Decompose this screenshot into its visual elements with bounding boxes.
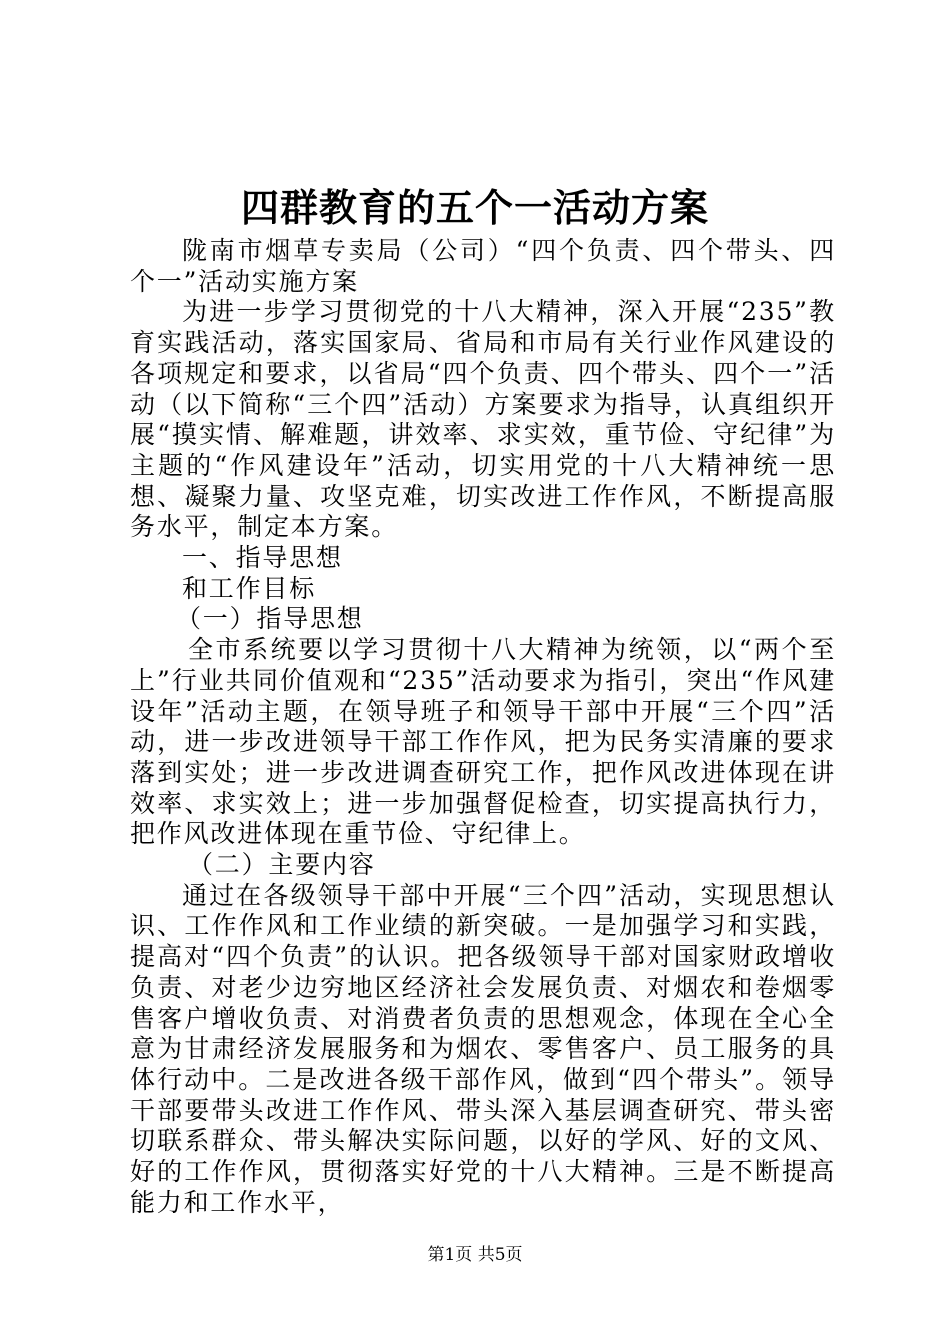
subsection-heading-2: （二）主要内容 <box>188 850 376 880</box>
subsection-heading-1: （一）指导思想 <box>176 604 364 634</box>
document-body <box>130 236 836 1219</box>
section-heading-1-cont: 和工作目标 <box>182 573 317 603</box>
section-heading-1: 一、指导思想 <box>182 543 343 573</box>
document-title: 四群教育的五个一活动方案 <box>240 185 709 230</box>
page-footer: 第1页 共5页 <box>427 1245 523 1265</box>
paragraph-main-content: 通过在各级领导干部中开展“三个四”活动，实现思想认识、工作作风和工作业绩的新突破。一是加强学习和实践，提高对“四个负责”的认识。把各级领导干部对国家财政增收负责、对老少边穷地区经济社会发展负责、对烟农和卷烟零售客户增收负责、对消费者负责的思想观念，体现在全心全意为甘肃经济发展服务和为烟农、零售客户、员工服务的具体行动中。二是改进各级干部作风，做到“四个带头”。领导干部要带头改进工作作风、带头深入基层调查研究、带头密切联系群众、带头解决实际问题，以好的学风、好的文风、好的工作作风，贯彻落实好党的十八大精神。三是不断提高能力和工作水平， <box>130 880 836 1217</box>
paragraph-subtitle: 陇南市烟草专卖局（公司）“四个负责、四个带头、四个一”活动实施方案 <box>130 236 836 296</box>
paragraph-intro: 为进一步学习贯彻党的十八大精神，深入开展“235”教育实践活动，落实国家局、省局和市局有关行业作风建设的各项规定和要求，以省局“四个负责、四个带头、四个一”活动（以下简称“三个四”活动）方案要求为指导，认真组织开展“摸实情、解难题，讲效率、求实效，重节俭、守纪律”为主题的“作风建设年”活动，切实用党的十八大精神统一思想、凝聚力量、攻坚克难，切实改进工作作风，不断提高服务水平，制定本方案。 <box>130 297 836 542</box>
paragraph-guiding-thought: 全市系统要以学习贯彻十八大精神为统领，以“两个至上”行业共同价值观和“235”活动要求为指引，突出“作风建设年”活动主题，在领导班子和领导干部中开展“三个四”活动，进一步改进领导干部工作作风，把为民务实清廉的要求落到实处；进一步改进调查研究工作，把作风改进体现在讲效率、求实效上；进一步加强督促检查，切实提高执行力，把作风改进体现在重节俭、守纪律上。 <box>130 635 836 849</box>
